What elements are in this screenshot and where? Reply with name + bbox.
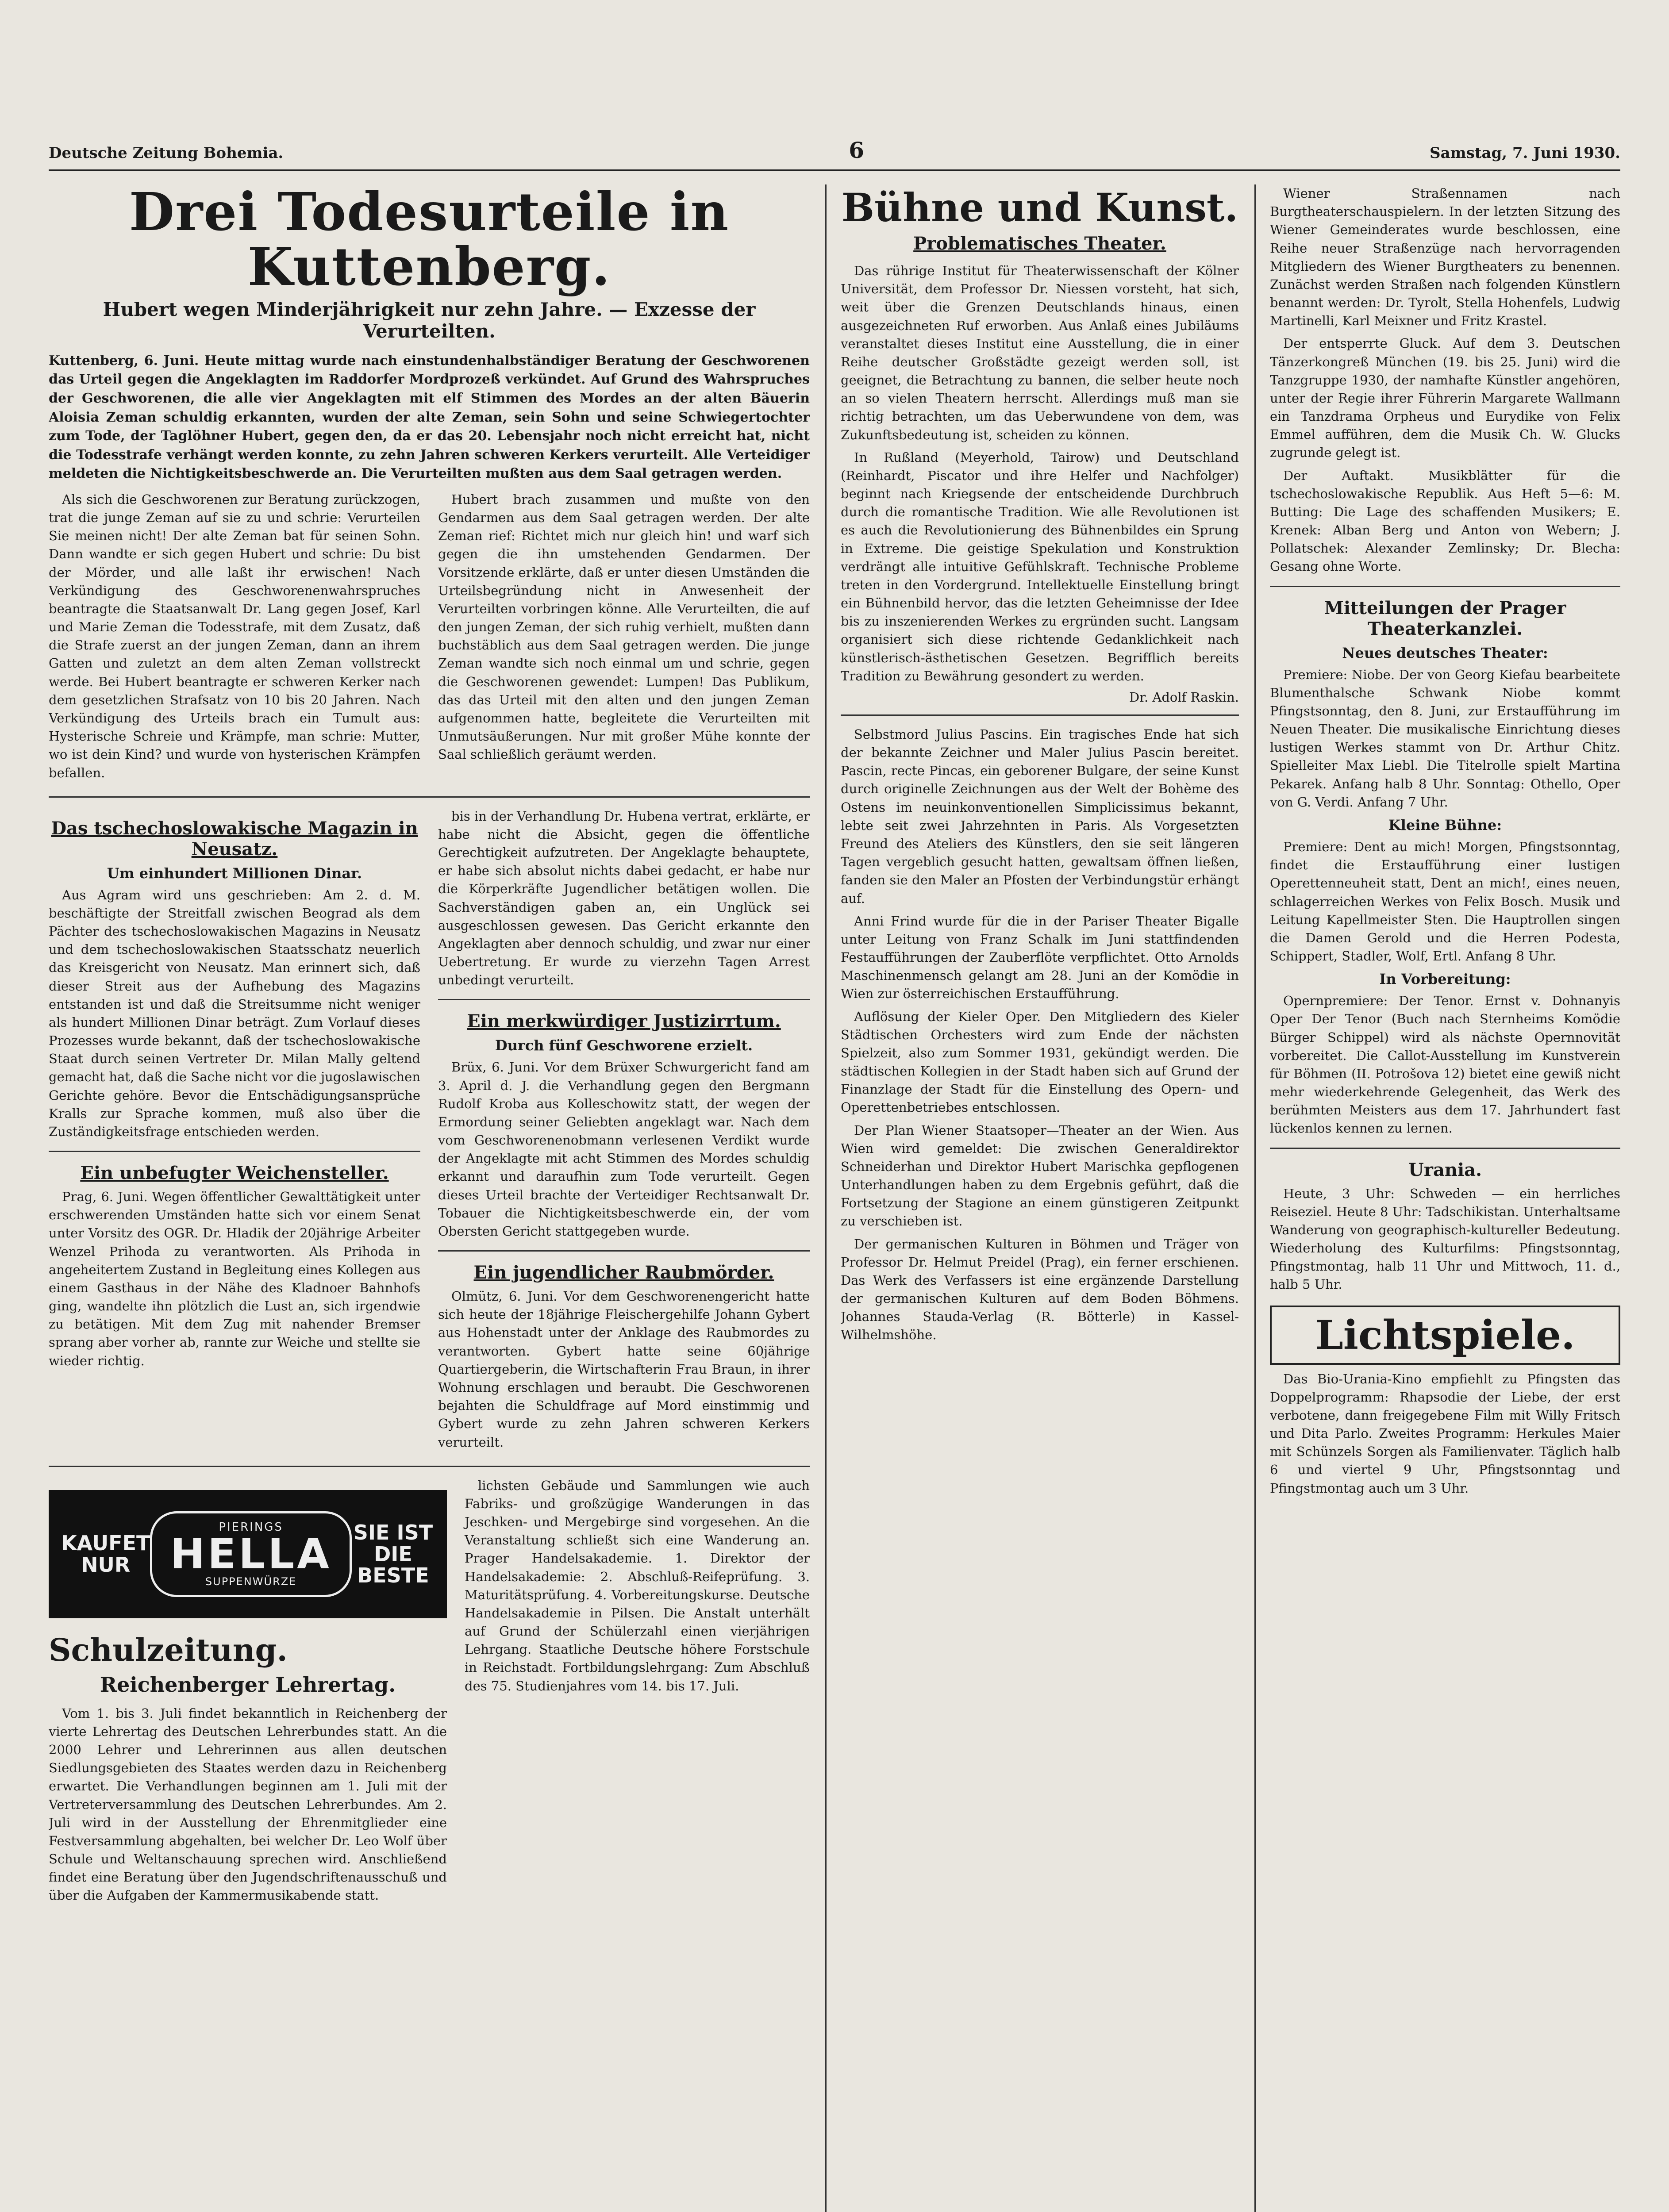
author-signature: Dr. Adolf Raskin. — [1129, 689, 1239, 705]
cinema-title: Lichtspiele. — [1270, 1306, 1620, 1365]
justiz-body: Brüx, 6. Juni. Vor dem Brüxer Schwurgericht fand am 3. April d. J. die Verhandlung gegen den Bergmann Rudolf Kroba aus Kolleschowitz statt, der wegen der Ermordung seiner Geliebten angeklagt war. Nach dem vom Geschworenenobmann verlesenen Verdikt wurde der Angeklagte mit acht Stimmen des Mordes schuldig erkannt und daraufhin zum Tode verurteilt. Gegen dieses Urteil brachte der Verteidiger Rechtsanwalt Dr. Tobauer die Nichtigkeitsbeschwerde ein, der vom Obersten Gericht stattgegeben wurde. — [438, 1060, 810, 1239]
pascin-note: Selbstmord Julius Pascins. Ein tragisches Ende hat sich der bekannte Zeichner und Maler Julius Pascin bereitet. Pascin, recte Pincas, ein geborener Bulgare, der seine Kunst durch originelle Zeichnungen aus der Welt der Bohème des Ostens im neuinkonventionellen Simplicissimus bekannt, lebte seit zwei Jahrzehnten in Paris. Als Vorgesetzten Freund des Ateliers des Künstlers, den sie seit längeren Tagen vergeblich gesucht hatten, gewaltsam öffnen ließen, fanden sie den Maler an Pfosten der Verbindungstür erhängt auf. — [841, 726, 1239, 906]
urania-title: Urania. — [1408, 1159, 1482, 1180]
divider — [1270, 1148, 1620, 1149]
weichen-body: Prag, 6. Juni. Wegen öffentlicher Gewalttätigkeit unter erschwerenden Umständen hatte sich vor einem Senat unter Vorsitz des OGR. Dr. Hladik der 20jährige Arbeiter Wenzel Prihoda zu verantworten. Als Prihoda in angeheitertem Zustand in Begleitung eines Kollegen aus einem Gasthaus in der Nähe des Kladnoer Bahnhofs ging, wandelte ihn plötzlich die Lust an, sich irgendwie zu betätigen. Mit dem Zug mit nahender Bremser sprang aber vorher ab, rannte zur Weiche und stellte sie wieder richtig. — [49, 1189, 420, 1368]
school-body: Vom 1. bis 3. Juli findet bekanntlich in Reichenberg der vierte Lehrertag des Deutschen Lehrerbundes statt. An die 2000 Lehrer und Lehrerinnen aus allen deutschen Siedlungsgebieten des Staates werden dazu in Reichenberg erwartet. Die Verhandlungen beginnen am 1. Juli mit der Vertreterversammlung des Deutschen Lehrerbundes. Am 2. Juli wird in der Ausstellung der Ehrenmitglieder eine Festversammlung abgehalten, bei welcher Dr. Leo Wolf über Schule und Weltanschauung sprechen wird. Anschließend findet eine Beratung über den Jugendschriftenausschuß und über die Aufgaben der Kammermusikabende statt. — [49, 1705, 447, 1903]
magazin-body: Aus Agram wird uns geschrieben: Am 2. d. M. beschäftigte der Streitfall zwischen Beograd als dem Pächter des tschechoslowakischen Magazins in Neusatz und dem tschechoslowakischen Staatsschatz neuerlich das Kreisgericht von Neusatz. Man erinnert sich, daß dieser Streit aus der Aufhebung des Magazins entstanden ist und daß die Streitsumme nicht weniger als hundert Millionen Dinar beträgt. Zum Vorlauf dieses Prozesses wurde bekannt, daß der tschechoslowakische Staat durch seinen Vertreter Dr. Milan Mally geltend gemacht hat, daß die Sache nicht vor die jugoslawischen Gerichte gehöre. Bevor die Entschädigungsansprüche Kralls zur Sprache kommen, muß also über die Zuständigkeitsfrage entschieden werden. — [49, 887, 420, 1139]
divider — [841, 714, 1239, 716]
weichen-title: Ein unbefugter Weichensteller. — [80, 1163, 389, 1184]
theater-body-1: Das rührige Institut für Theaterwissenschaft der Kölner Universität, dem Professor Dr. Niessen vorsteht, hat sich, weit über die Grenzen Deutschlands hinaus, einen ausgezeichneten Ruf erworben. Aus Anlaß eines Jubiläums veranstaltet dieses Institut eine Ausstellung, die in einer Reihe deutscher Großstädte gezeigt werden soll, ist geeignet, die Betrachtung zu bannen, die selber heute noch an so vielen Theatern herrscht. Allerdings muß man sie richtig betrachten, um das Ueberwundene von dem, was Zukunftsbedeutung ist, scheiden zu können. — [841, 263, 1239, 442]
wien-streets-note: Wiener Straßennamen nach Burgtheaterschauspielern. In der letzten Sitzung des Wiener Gemeinderates wurde beschlossen, eine Reihe neuer Straßenzüge nach hervorragenden Mitgliedern des Wiener Burgtheaters zu benennen. Zunächst werden Straßen nach folgenden Künstlern benannt werden: Dr. Tyrolt, Stella Hohenfels, Ludwig Martinelli, Karl Meixner und Fritz Krastel. — [1270, 186, 1620, 329]
section-masthead: Bühne und Kunst. — [841, 184, 1238, 230]
justiz-title: Ein merkwürdiger Justizirrtum. — [467, 1011, 781, 1032]
frind-note: Anni Frind wurde für die in der Pariser Theater Bigalle unter Leitung von Franz Schalk im Juni stattfindenden Festaufführungen der Zauberflöte verpflichtet. Otto Arnolds Maschinenmensch gelangt am 28. Juni an der Komödie in Wien zur österreichischen Erstaufführung. — [841, 913, 1239, 1002]
divider — [49, 1151, 420, 1152]
magazin-sub: Um einhundert Millionen Dinar. — [107, 864, 362, 882]
columns — [49, 184, 1620, 2212]
ad-brand-oval — [150, 1511, 351, 1597]
column-left — [49, 184, 810, 2212]
running-head — [49, 27, 1620, 171]
ad-right-text: SIE IST DIE BESTE — [353, 1521, 433, 1587]
school-title: Schulzeitung. — [49, 1631, 288, 1668]
kuttenberg-right: Hubert brach zusammen und mußte von den Gendarmen aus dem Saal getragen werden. Der alte Zeman rief: Richtet mich nur gleich hin! und warf sich gegen die ihn umstehenden Gendarmen. Der Vorsitzende erklärte, daß er unter diesen Umständen die Urteilsbegründung nicht in Anwesenheit der Verurteilten vorbringen könne. Alle Verurteilten, die auf den jungen Zeman, der sich ruhig verhielt, mußten dann buchstäblich aus dem Saal getragen werden. Die junge Zeman wandte sich noch einmal um und schrie, gegen die Geschworenen gewendet: Lumpen! Das Publikum, das das Urteil mit den alten und den jungen Zeman aufgenommen hatte, begleitete die Verurteilten mit Unmutsäußerungen. Nur mit großer Mühe konnte der Saal schließlich geräumt werden. — [438, 492, 810, 762]
ad-brand-top: PIERINGS — [219, 1520, 283, 1534]
theater-body-2: In Rußland (Meyerhold, Tairow) und Deutschland (Reinhardt, Piscator und ihre Helfer und Nachfolger) beginnt nach Kriegsende der entscheidende Durchbruch durch die romantische Tradition. Wie alle Revolutionen ist es auch die Revolutionierung des Bühnenbildes ein Sprung in Extreme. Die geistige Spekulation und Konstruktion verdrängt alle intuitive Gefühlskraft. Technische Probleme treten in den Vordergrund. Intellektuelle Einstellung bringt ein Bühnenbild hervor, das die letzten Geheimnisse der Idee bis zu inszenierenden Werkes zu ergründen sucht. Langsam organisiert sich diese richtende Gedanklichkeit nach künstlerisch-ästhetischen Gesetzen. Begrifflich bereits Tradition zu Bewährung gesondert zu werden. — [841, 449, 1239, 684]
theater-office-title: Mitteilungen der Prager Theaterkanzlei. — [1324, 597, 1566, 639]
column-middle — [841, 184, 1239, 2212]
divider — [1270, 586, 1620, 587]
preparation-title: In Vorbereitung: — [1379, 971, 1511, 988]
divider — [438, 1250, 810, 1252]
raub-body: Olmütz, 6. Juni. Vor dem Geschworenengericht hatte sich heute der 18jährige Fleischergehilfe Johann Gybert aus Hohenstadt unter der Anklage des Raubmordes zu verantworten. Gybert hatte seine 60jährige Quartiergeberin, die Wirtschafterin Frau Braun, in ihrer Wohnung erschlagen und beraubt. Die Geschworenen bejahten die Schuldfrage auf Mord einstimmig und Gybert wurde zu zehn Jahren schweren Kerkers verurteilt. — [438, 1289, 810, 1450]
page-number: 6 — [849, 137, 865, 163]
urania-body: Heute, 3 Uhr: Schweden — ein herrliches Reiseziel. Heute 8 Uhr: Tadschikistan. Unterhaltsame Wanderung von geographisch-kultureller Bedeutung. Wiederholung des Kulturfilms: Pfingstsonntag, Pfingstmontag, halb 11 Uhr und Mittwoch, 11. d., halb 5 Uhr. — [1270, 1186, 1620, 1292]
divider — [438, 999, 810, 1000]
kleine-buehne-body: Premiere: Dent au mich! Morgen, Pfingstsonntag, findet die Erstaufführung einer lustigen Operettenneuheit statt, Dent an mich!, eines neuen, schlagerreichen Werkes von Felix Bosch. Musik und Leitung Kapellmeister Sten. Die Hauptrollen singen die Damen Gerold und die Herren Podesta, Schippert, Stadler, Wolf, Ertl. Anfang 8 Uhr. — [1270, 839, 1620, 964]
issue-date: Samstag, 7. Juni 1930. — [1430, 144, 1620, 162]
justiz-sub: Durch fünf Geschworene erzielt. — [495, 1037, 753, 1054]
ad-left-text: KAUFET NUR — [61, 1531, 150, 1577]
school-sub: Reichenberger Lehrertag. — [100, 1672, 396, 1697]
divider — [49, 796, 810, 798]
column-right — [1270, 184, 1620, 2212]
cinema-body: Das Bio-Urania-Kino empfiehlt zu Pfingsten das Doppelprogramm: Rhapsodie der Liebe, der erst verbotene, dann freigegebene Film mit Willy Fritsch und Dita Parlo. Zweites Programm: Herkules Maier mit Schünzels Sorgen als Familienvater. Täglich halb 6 und viertel 9 Uhr, Pfingstsonntag und Pfingstmontag auch um 3 Uhr. — [1270, 1371, 1620, 1496]
auftakt-note: Der Auftakt. Musikblätter für die tschechoslowakische Republik. Aus Heft 5—6: M. Butting: Die Lage des schaffenden Musikers; E. Krenek: Alban Berg und Anton von Webern; J. Pollatschek: Alexander Zemlinsky; Dr. Blecha: Gesang ohne Worte. — [1270, 468, 1620, 574]
hella-advertisement — [49, 1490, 447, 1618]
divider — [49, 1466, 810, 1467]
book-note: Der germanischen Kulturen in Böhmen und Träger von Professor Dr. Helmut Preidel (Prag), ein ferner erschienen. Das Werk des Verfassers ist eine ergänzende Darstellung der germanischen Kulturen auf dem Boden Böhmens. Johannes Stauda-Verlag (R. Bötterle) in Kassel-Wilhelmshöhe. — [841, 1236, 1239, 1343]
column-rule — [1254, 184, 1256, 2212]
magazin-title: Das tschechoslowakische Magazin in Neusatz. — [51, 818, 418, 860]
kuttenberg-left: Als sich die Geschworenen zur Beratung zurückzogen, trat die junge Zeman auf sie zu und schrie: Verurteilen Sie meinen nicht! Der alte Zeman bat für seinen Sohn. Dann wandte er sich gegen Hubert und schrie: Du bist der Mörder, und alle laßt ihr erwischen! Nach Verkündigung des Geschworenenwahrspruches beantragte die Staatsanwalt Dr. Lang gegen Josef, Karl und Marie Zeman die Todesstrafe, mit dem Zusatz, daß die Strafe zuerst an der jungen Zeman, dann an ihrem Gatten und zuletzt an dem alten Zeman vollstreckt werde. Bei Hubert beantragte er schweren Kerker nach dem gesetzlichen Strafsatz von 10 bis 20 Jahren. Nach Verkündigung des Urteils brach ein Tumult aus: Hysterische Schreie und Krämpfe, man schrie: Mutter, wo ist dein Kind? und wurde von hysterischen Krämpfen befallen. — [49, 492, 420, 780]
main-deck: Hubert wegen Minderjährigkeit nur zehn Jahre. — Exzesse der Verurteilten. — [103, 298, 756, 342]
kleine-buehne-title: Kleine Bühne: — [1388, 816, 1502, 833]
theater-office-sub: Neues deutsches Theater: — [1342, 644, 1548, 661]
kiel-note: Auflösung der Kieler Oper. Den Mitgliedern des Kieler Städtischen Orchesters wird zum Ende der nächsten Spielzeit, also zum Sommer 1931, gekündigt werden. Die städtischen Kollegien in der Stadt haben sich auf Grund der Finanzlage der Stadt für die Einstellung des Opern- und Operettenbetriebes entschlossen. — [841, 1009, 1239, 1115]
ad-brand: HELLA — [170, 1530, 332, 1578]
main-lead: Kuttenberg, 6. Juni. Heute mittag wurde nach einstundenhalbständiger Beratung der Geschworenen das Urteil gegen die Angeklagten im Raddorfer Mordprozeß verkündet. Auf Grund des Wahrspruches der Geschworenen, die alle vier Angeklagten mit elf Stimmen des Mordes an der alten Bäuerin Aloisia Zeman schuldig erkannten, wurden der alte Zeman, sein Sohn und seine Schwiegertochter zum Tode, der Taglöhner Hubert, gegen den, da er das 20. Lebensjahr noch nicht erreicht hat, nicht die Todesstrafe verhängt werden konnte, zu zehn Jahren schweren Kerkers verurteilt. Alle Verteidiger meldeten die Nichtigkeitsbeschwerde an. Die Verurteilten mußten aus dem Saal getragen werden. — [49, 353, 810, 482]
column-rule — [825, 184, 827, 2212]
gluck-note: Der entsperrte Gluck. Auf dem 3. Deutschen Tänzerkongreß München (19. bis 25. Juni) wird die Tanzgruppe 1930, der namhafte Künstler angehören, unter der Regie ihrer Führerin Margarete Wallmann ein Tanzdrama Orpheus und Eurydike von Felix Emmel aufführen, dem die Musik Ch. W. Glucks zugrunde gelegt ist. — [1270, 336, 1620, 461]
magazin-section — [49, 807, 810, 1456]
newspaper-name: Deutsche Zeitung Bohemia. — [49, 144, 284, 162]
staatsoper-note: Der Plan Wiener Staatsoper—Theater an der Wien. Aus Wien wird gemeldet: Die zwischen Generaldirektor Schneiderhan und Direktor Hubert Marischka gepflogenen Unterhandlungen haben zu dem Ergebnis geführt, daß die Fortsetzung der Stagione an einem günstigeren Zeitpunkt zu verschieben ist. — [841, 1122, 1239, 1229]
school-continued: lichsten Gebäude und Sammlungen wie auch Fabriks- und großzügige Wanderungen in das Jeschken- und Mergebirge sind vorgesehen. An die Veranstaltung schließt sich eine Wanderung an. Prager Handelsakademie. 1. Direktor der Handelsakademie: 2. Abschluß-Reifeprüfung. 3. Maturitätsprüfung. 4. Vorbereitungskurse. Deutsche Handelsakademie in Pilsen. Die Anstalt unterhält auf Grund der Schülerzahl einen vierjährigen Lehrgang. Staatliche Deutsche höhere Forstschule in Reichstadt. Fortbildungslehrgang: Zum Abschluß des 75. Studienjahres vom 14. bis 17. Juli. — [465, 1478, 810, 1694]
main-headline: Drei Todesurteile in Kuttenberg. — [129, 184, 730, 297]
theater-office-body: Premiere: Niobe. Der von Georg Kiefau bearbeitete Blumenthalsche Schwank Niobe kommt Pfingstsonntag, den 8. Juni, zur Erstaufführung im Neuen Theater. Die musikalische Einrichtung dieses lustigen Werkes stammt von Dr. Arthur Chitz. Spielleiter Max Liebl. Die Titelrolle spielt Martina Pekarek. Anfang halb 8 Uhr. Sonntag: Othello, Oper von G. Verdi. Anfang 7 Uhr. — [1270, 667, 1620, 810]
kuttenberg-body — [49, 491, 810, 787]
ad-brand-bottom: SUPPENWÜRZE — [205, 1575, 297, 1588]
preparation-body: Opernpremiere: Der Tenor. Ernst v. Dohnanyis Oper Der Tenor (Buch nach Sternheims Komödie Bürger Schippel) wird als nächste Opernnovität vorbereitet. Die Callot-Ausstellung im Kunstverein für Böhmen (II. Potrošova 12) bietet eine gewiß nicht mehr wiederkehrende Gelegenheit, das Werk des berühmten Meisters aus dem 17. Jahrhundert fast lückenlos kennen zu lernen. — [1270, 993, 1620, 1136]
raub-title: Ein jugendlicher Raubmörder. — [473, 1262, 774, 1283]
magazin-continued: bis in der Verhandlung Dr. Hubena vertrat, erklärte, er habe nicht die Absicht, gegen die öffentliche Gerechtigkeit aufzutreten. Der Angeklagte behauptete, er habe sich absolut nichts dabei gedacht, er habe nur die Körperkräfte Jugendlicher betätigen wollen. Die Sachverständigen gaben an, ein Unglück sei ausgeschlossen gewesen. Das Gericht erkannte den Angeklagten aber dennoch schuldig, und zwar nur einer Uebertretung. Er wurde zu vierzehn Tagen Arrest unbedingt verurteilt. — [438, 808, 810, 988]
school-section — [49, 1477, 810, 1909]
section-kicker: Problematisches Theater. — [913, 233, 1166, 254]
